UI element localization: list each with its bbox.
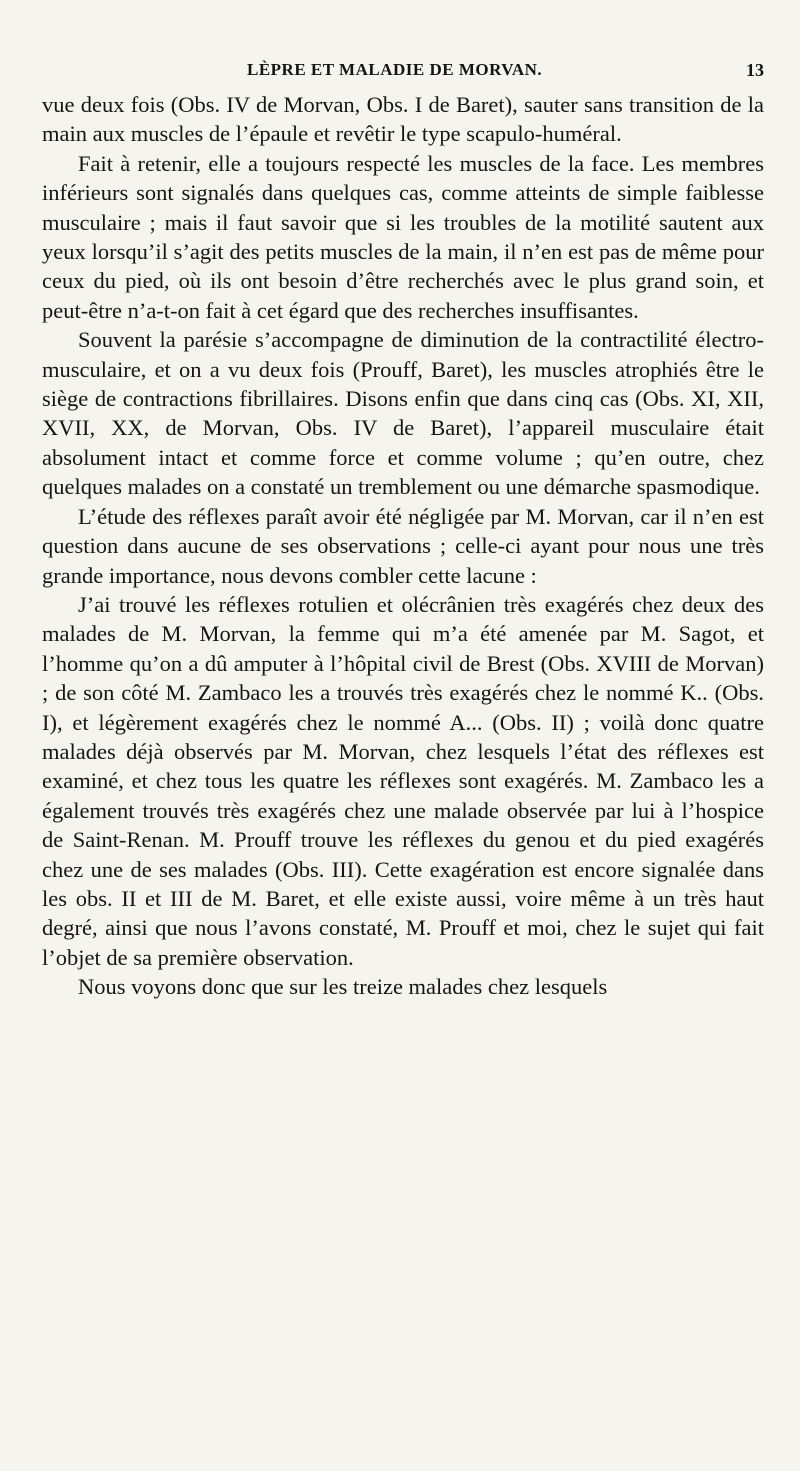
page-header	[42, 60, 764, 90]
paragraph-reflexes-findings: J’ai trouvé les réflexes rotulien et olécrânien très exagérés chez deux des malades de M. Morvan, la femme qui m’a été amenée par M. Sagot, et l’homme qu’on a dû amputer à l’hôpital civil de Brest (Obs. XVIII de Morvan) ; de son côté M. Zambaco les a trouvés très exagérés chez le nommé K.. (Obs. I), et légèrement exagérés chez le nommé A... (Obs. II) ; voilà donc quatre malades déjà observés par M. Morvan, chez lesquels l’état des réflexes est examiné, et chez tous les quatre les réflexes sont exagérés. M. Zambaco les a également trouvés très exagérés chez une malade observée par lui à l’hospice de Saint-Renan. M. Prouff trouve les réflexes du genou et du pied exagérés chez une de ses malades (Obs. III). Cette exagération est encore signalée dans les obs. II et III de M. Baret, et elle existe aussi, voire même à un très haut degré, ainsi que nous l’avons constaté, M. Prouff et moi, chez le sujet qui fait l’objet de sa première observation.	[42, 591, 764, 970]
paragraph-continuation: vue deux fois (Obs. IV de Morvan, Obs. I de Baret), sauter sans transition de la main aux muscles de l’épaule et revêtir le type scapulo-huméral.	[42, 92, 764, 147]
paragraph-paresis: Souvent la parésie s’accompagne de diminution de la contractilité électro-musculaire, et on a vu deux fois (Prouff, Baret), les muscles atrophiés être le siège de contractions fibrillaires. Disons enfin que dans cinq cas (Obs. XI, XII, XVII, XX, de Morvan, Obs. IV de Baret), l’appareil musculaire était absolument intact et comme force et comme volume ; qu’en outre, chez quelques malades on a constaté un tremblement ou une démarche spasmodique.	[42, 327, 764, 500]
paragraph-conclusion-start: Nous voyons donc que sur les treize malades chez lesquels	[78, 974, 608, 1000]
paragraph-face-muscles: Fait à retenir, elle a toujours respecté les muscles de la face. Les membres inférieurs sont signalés dans quelques cas, comme atteints de simple faiblesse musculaire ; mais il faut savoir que si les troubles de la motilité sautent aux yeux lorsqu’il s’agit des petits muscles de la main, il n’en est pas de même pour ceux du pied, où ils ont besoin d’être recherchés avec le plus grand soin, et peut-être n’a-t-on fait à cet égard que des recherches insuffisantes.	[42, 150, 764, 323]
running-title: LÈPRE ET MALADIE DE MORVAN.	[247, 60, 543, 79]
page-number: 13	[746, 60, 764, 80]
body-text	[42, 90, 764, 1002]
paragraph-reflexes-study: L’étude des réflexes paraît avoir été négligée par M. Morvan, car il n’en est question dans aucune de ses observations ; celle-ci ayant pour nous une très grande importance, nous devons combler cette lacune :	[42, 503, 764, 588]
